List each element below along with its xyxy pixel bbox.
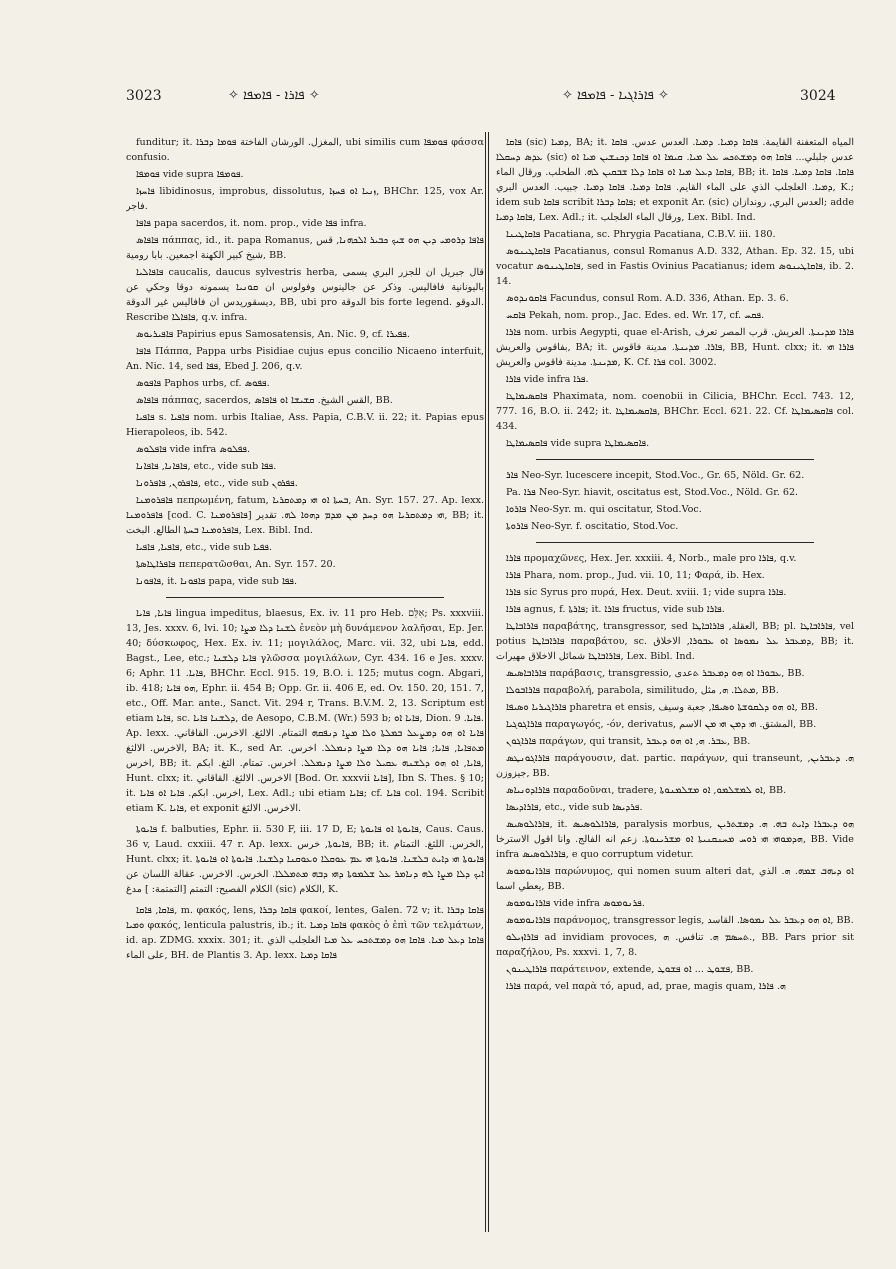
entry: ܦܐܦܐܣ πάππας, sacerdos, القس الشيخ. ܩܫܝܫܐ ܐܘ ܦܐܦܐܣ, BB. [136,395,393,406]
entry: ܦܐܪܐܓܝܪܝܐ ܘܣܝܦܐ pharetra et ensis, ܐܘ ܗܘ ܕܠܩܘܫܬܐ ܘܣܝܦܐ, جعبة وسيف, BB. [506,702,818,713]
entry: ܦܐܦܪܘܡܢܐ πεπρωμένη, fatum, ܒܚܬܐ ܐܘ ܗܝ ܕܡܬܩܪܝܐ, An. Syr. 157. 27. Ap. lexx. ܦܐܦܪܘܡܢܐ [cod. C. ܦܐܦܪܘܡܢܐ] ܗܝ ܕܡܬܩܪܝܐ ܗܘ ܕܚܕ ܡܢ ܡܕܡ ܕܗܘܐ ܠܗ. تقدير, BB; it. ܦܐܦܪܘܡܢܐ ܒܚܬܐ الطالع. البخت, Lex. Bibl. Ind. [126,495,484,536]
entry: ܦܐܪܐ προμαχῶνες, Hex. Jer. xxxiii. 4, Norb., male pro ܦܐܪܐ, q.v. [506,553,797,564]
entry: ܦܐܪܐܢܘܡܘܣ παράνομος, transgressor legis, ܐܘ ܗܘ ܕܥܒܪ ܥܠ ܢܡܘܣܐ. القاسد, BB. [506,915,854,926]
section-separator [166,597,444,598]
entry: ܦܐܪܘܐ Neo-Syr. m. qui oscitatur, Stod.Voc. [506,504,702,515]
entry: ܦܘܡܦܐ vide supra ܦܘܡܦܐ. [136,169,244,180]
entry: ܦܐܦܐ papa sacerdos, it. nom. prop., vide ܦܦܐ infra. [136,218,367,229]
entry: ܦܐܩܐܛܝܢܐ Pacatiana, sc. Phrygia Pacatiana, C.B.V. iii. 180. [506,229,776,240]
entry: ܦܐܪܐ Phara, nom. prop., Jud. vii. 10, 11; Φαρά, ib. Hex. [506,570,765,581]
entry: ܦܐܪ Neo-Syr. lucescere incepit, Stod.Voc., Gr. 65, Nöld. Gr. 62. [506,470,805,481]
entry: ܦܐܩܚ Pekah, nom. prop., Jac. Edes. ed. Wr. 17, cf. ܦܩܚ. [506,310,765,321]
entry: ܦܐܦܐܢܐ, ܦܐܦܐܢܐ, etc., vide sub ܦܦܐ. [136,461,277,472]
entry: ܦܐܪܐܓܘܢܛܣ παράγουσιν, dat. partic. παράγων, qui transeunt, ܗ. ܕܥܒܪܝܢ, جيزوزن, BB. [496,753,854,779]
entry: ܦܐܪܐܢܘܡܘܣ παρώνυμος, qui nomen suum alteri dat, ܐܘ ܕܝܗܒ ܫܡܗ. ܗ. الذي يعطي اسما, BB. [496,866,854,892]
entry: ܦܐܦܝܐ, ܦܐܦܝܐ, etc., vide sub ܦܦܝܐ. [136,542,273,553]
entry: ܦܐܦܘܣ Paphos urbs, cf. ܦܦܘܣ. [136,378,270,389]
entry: ܦܐܪܐ sic Syrus pro πυρά, Hex. Deut. xviii. 1; vide supra ܦܐܪܐ. [506,587,787,598]
running-head-right: ✧ ܦܐܪܐܓܝܐ - ܦܐܡܦܐ ✧ [562,88,669,103]
entry: ܦܐܩܐ (sic) ܕܡܝܐ, BA; it. المياه المتعفنة القايمة. ܦܐܩܐ ܕܡܝܐ. ܕܡܝܐ. العدس عدس. ܦܐܩܐ ܥܕܣ ܕܚܩܠܐ (sic) عدس جلبلي... ܦܐܩܐ ܗܘ ܕܡܫܬܟܚ ܥܠ ܡܝܐ. ܩܝܡܐ ܐܘ ܦܐܩܐ ܕܟܢܫܝܢ ܡܝܐ ܐܘ ܦܐܩܐ ܕܥܠ ܡܝܐ ܐܘ ܦܐܩܐ ܕܠܐ ܫܒܩܝܢ ܠܗ. الطحلب. ورقال الماء, BB; it. ܦܐܩܐ. ܦܐܩܐ ܕܡܝܐ. ܦܐܩܐ ܕܡܝܐ. العلجلب الذي على الماء القايم. ܦܐܩܐ ܕܡܝܐ. ܦܐܩܐ ܕܡܝܐ. جبيب. العدس البري, K.; idem sub ܦܐܩܐ scribit ܦܐܩܐ ܕܒܪܐ; et exponit Ar. (sic) العدس البري, روندازان; adde ܦܐܩܐ ܕܡܝܐ, Lex. Adl.; it. ورقال الماء العلجلب, Lex. Bibl. Ind. [496,137,854,223]
entry: ܦܐܚܙܐ libidinosus, improbus, dissolutus, ܙܢܝܐ ܐܘ ܦܚܙܐ, BHChr. 125, vox Ar. فاجر. [126,186,484,212]
column-rule-double [488,132,489,1232]
entry: ܦܐܪܐܕܝܣܐ, etc., vide sub ܦܪܕܝܣܐ. [506,802,643,813]
entry: ܦܐܪܐ agnus, f. ܦܐܪܬܐ; it. ܦܐܪܐ fructus, vide sub ܦܐܪܐ. [506,604,725,615]
entry: ܦܐܪܐ nom. urbis Aegypti, quae el-Arish, ܦܐܪܐ ܡܕܝܢܬܐ. العريش. قرب المصر تعرف بفاقوس والعريش, BA; it. ܦܐܪܐ. ܡܕܝܢܬܐ. مدينة فاقوس, BB, Hunt. clxx; it. ܦܐܪܐ ܗܝ ܡܕܝܢܬܐ. مدينة فاقوس والعريش, K. Cf. ܦܪܐ col. 3002. [496,327,854,368]
entry: ܦܐܦܐ Πάππα, Pappa urbs Pisidiae cujus epus concilio Nicaeno interfuit, An. Nic. 14, sed ܦܦܐ, Ebed J. 206, q.v. [126,346,484,372]
entry: ܦܐܩܣܝܡܐܛܐ Phaximata, nom. coenobii in Cilicia, BHChr. Eccl. 743. 12, 777. 16, B.O. ii. 242; it. ܦܐܩܣܝܡܐܛܐ, BHChr. Eccl. 621. 22. Cf. ܦܐܩܣܝܡܐܛܐ col. 434. [496,391,854,432]
section-separator [536,459,814,460]
entry: ܦܐܩܐ, ܦܐܩܐ, m. φακός, lens, ܦܐܩܐ ܕܒܪܐ φακοί, lentes, Galen. 72 v; it. ܦܐܩܐ ܕܒܪܐ ܘܡܝܐ φακός, lenticula palustris, ib.; it. ܦܐܩܐ ܕܡܝܐ φακὸς ὁ ἐπὶ τῶν τελμάτων, id. ap. ZDMG. xxxix. 301; it. ܦܐܩܐ ܕܥܠ ܡܝܐ. ܦܐܩܐ ܗܘ ܕܡܫܬܟܚ ܥܠ ܡܝܐ العلجلب الذي على الماء, BH. de Plantis 3. Ap. lexx. ܦܐܩܐ ܕܡܝܐ [126,905,484,961]
entry: ܦܐܦܝܪܝܘܣ Papirius epus Samosatensis, An. Nic. 9, cf. ܦܦܝܪܐ. [136,329,410,340]
entry: ܦܐܪܐܓܘܢ παράγων, qui transit, ܥܒܪ. ܗ, ܐܘ ܗܘ ܕܥܒܪ, BB. [506,736,751,747]
entry: ܦܐܪܐܢܘܡܘܣ vide infra ܦܪܢܘܡܘܣ. [506,898,645,909]
entry: ܦܐܪܐܙܝܠܘ ad invidiam provoces, ܬܚܣܡ ܗ. تنافس. ܗ., BB. Pars prior sit παραζήλου, Ps. xxxvi. 1, 7, 8. [496,932,854,958]
entry: ܦܐܦܠܘܣ vide infra ܦܦܠܘܣ. [136,444,251,455]
entry: ܦܐܪܐܒܐܣܝܣ παράβασις, transgressio, ܥܒܘܪܐ ܐܘ ܗܘ ܕܡܥܒܪ ܬعدى, BB. [506,668,805,679]
entry: ܦܐܪܐ παρά, vel παρὰ τό, apud, ad, prae, magis quam, ܗ. ܦܐܪܐ [506,981,786,992]
entry: ܦܐܪܐܕܘܢܝܐܣ παραδοῦναι, tradere, ܐܘ ܠܡܫܠܡܘ, ܐܘ ܡܫܠܡܢܘܬܐ, BB. [506,785,787,796]
entry: ܦܐܝܘܬܐ f. balbuties, Ephr. ii. 530 F, iii. 17 D, E; ܦܐܝܘܬܐ ܐܘ ܦܐܝܘܬܐ, Caus. Caus. 36 v, Laud. cxxiii. 47 r. Ap. lexx. ܦܐܝܘܬܐ, خرس, BB; it. الخرس. اللثغ. التمتام, Hunt. clxx; it. ܦܐܝܘܬܐ ܗܝ ܕܐܝܬ ܒܠܫܢܐ. ܦܐܝܘܬܐ ܗܝ ܥܡ ܥܘܩܠܐ ܘܥܘܩܢܐ ܕܠܫܢܐ. ܦܐܝܘܬܐ ܐܘ ܦܐܝܘܬܐ ܐܝܟ ܕܠܐ ܡܨܐ ܠܗ ܕܢܐܡܪ ܥܠ ܫܠܡܘܬܐ ܕܗܝ ܕܒܗ ܡܬܡܠܠܐ. الخرس. الاخرس. عقالة اللسان عن الكلام الفصيح: التمتم [التمتمة: ] مدغ (sic) الكلام, K. [126,824,484,895]
entry: ܦܐܦܐܠܝܐ caucalis, daucus sylvestris herba, قال جبريل ان للجزر البري يسمى باليونانية فافاليس. وذكر عن جالينوس وفولوس ان ܩܘܢܝܐ يسمونه دوقا وحكي عن ديسقوريدس ان فافاليس غير الدوقة, BB, ubi pro الدوقة bis forte legend. الدوقو. Rescribe ܦܐܦܐܠܐ, q.v. infra. [126,267,484,323]
page-number-left: 3023 [126,88,162,104]
entry: ܦܐܦܐܣ πάππας, id., it. papa Romanus, ܦܐܦܐ ܕܪܘܡܝ ܕܝܢ ܗܘ ܫܝܟ ܟܒܝܪ ܐܠܟܗܢܐ, قس شيخ كبير الكهنة اجمعين. بابا رومية, BB. [126,235,484,261]
entry: ܦܐܦܘܢܐ, it. ܦܐܦܘܢܐ papa, vide sub ܦܦܐ. [136,576,298,587]
running-head-left: ✧ ܦܐܪܐ - ܦܐܡܦܐ ✧ [228,88,320,103]
entry: ܦܐܩܘܢܕܘܣ Facundus, consul Rom. A.D. 336, Athan. Ep. 3. 6. [506,293,789,304]
entry: ܦܐܪܐܒܐܛܐ παραβάτης, transgressor, sed العقلة, ܦܐܪܐܒܐܛܐ, BB; pl. ܦܐܪܐܒܐܛܐ, vel potius ܦܐܪܐܒܐܛܐ παραβάτου, sc. ܕܡܥܒܪ ܥܠ ܢܡܘܣܐ ܐܘ ܥܒܘܪܐ, الاخلاق, BB; it. ܦܐܪܐܒܐܛܐ شمائل الاخلاق مهيرات, Lex. Bibl. Ind. [496,621,854,662]
entry: ܦܐܪܐܛܝܢܘܢ παράτεινον, extende, ܦܫܘܛ ... ܐܘ ܦܫܘܛ, BB. [506,964,754,975]
page-number-right: 3024 [800,88,836,104]
entry: ܦܐܩܣܝܡܐܛܐ vide supra ܦܐܩܣܝܡܐܛܐ. [506,438,650,449]
entry: ܦܐܪܐܒܘܠܐ παραβολή, parabola, similitudo, ܡܬܠܐ. ܗ, مثل, BB. [506,685,779,696]
right-column [496,135,854,1230]
entry: ܦܐܪܐܓܘܓܝܐ παραγωγός, -όν, derivatus, المشتق. ܗܝ ܕܡܢ ܗܝ ܡܢ الاسم, BB. [506,719,817,730]
entry: ܦܐܪܐܠܘܣܝܣ, it. ܦܐܪܐܠܘܣܝܣ, paralysis morbus, ܗܘ ܕܥܒܪܐ ܕܐܝܬ ܒܗ. ܗ. ܕܡܫܬܪܝܢ ܗܕܡܘܗܝ ܗܝ ܪܘܚ ܡܚܢܩܢܝܬܐ ܐܘ ܡܫܪܝܢܘܬܐ. زعم انه الفالج. وانا اقول الاسترخا, BB. Vide infra ܦܐܪܐܠܘܣܝܣ, e quo corruptum videtur. [496,819,854,860]
entry: ܦܐܩܐܛܝܢܘܣ Pacatianus, consul Romanus A.D. 332, Athan. Ep. 32. 15, ubi vocatur ܦܐܩܐܛܝܢܘܣ, sed in Fastis Ovinius Pacatianus; idem ܦܐܩܐܛܝܢܘܣ, ib. 2. 14. [496,246,854,287]
entry: ܦܐܝܐ, ܦܐܝܐ lingua impeditus, blaesus, Ex. iv. 11 pro Heb. אִלֵּם; Ps. xxxviii. 13, Jes. xxxv. 6, lvi. 10; ܠܫܢܐ ܕܠܐ ܡܨܐ ἐνεὸν μὴ δυνάμενον λαλῆσαι, Ep. Jer. 40; δύσκωφος, Hex. Ex. iv. 11; μογιλάλος, Marc. vii. 32, ubi ܦܐܝܐ, edd. Bagst., Lee, etc.; ܦܐܝܐ ܕܠܫܢܐ γλῶσσα μογιλάλων, Cyr. 434. 16 e Jes. xxxv. 6; Aphr. ܦܐܝܐ. 11, BHChr. Eccl. 915. 19, B.O. i. 125; mutus cogn. Abgari, ib. 418; ܗܘ ܦܐܝܐ, Ephr. ii. 454 B; Opp. Gr. ii. 406 E, ed. Ov. 150. 20, 151. 7, etc., Off. Mar. ante., Sanct. Vit. 294 r, Trans. B.V.M. 2, 13. Scriptum est etiam ܦܐܝܐ, sc. ܕܠܫܢܐ ܦܐܝܐ, de Aesopo, C.B.M. (Wr.) 593 b; ܦܐܝܐ ܐܘ, Dion. ܦܐܝܐ. 9. Ap. lexx. ܦܐܝܐ ܐܘ ܗܘ ܕܡܨܥܠ ܒܡܠܬܐ ܘܠܐ ܡܨܐ ܕܢܦܩܗ التمتام. الالثغ. الاخرس. القاقاني. الاخرس. الالثغ, BA; it. K., sed Ar. ܡܬܦܐܝܐ, ܦܐܝܐ; ܦܐܝܐ ܗܘ ܕܠܐ ܡܨܐ ܕܢܡܠܠ. اخرس. اخرس, BB; it. ܦܐܝܐ, ܐܘ ܗܘ ܕܠܫܢܗ ܥܩܝܠ ܘܠܐ ܡܨܐ ܕܢܡܠܠ. اخرس. تمتام. الثغ. ابكم, Hunt. clxx; it. الاخرس. الالثغ. القاقاني [Bod. Or. xxxvii ܦܐܝܐ], Ibn S. Thes. § 10; it. اخرس. ابكم. ܦܐܝܐ ܐܘ ܦܐܝܐ, Lex. Adl.; ubi etiam ܦܐܝܐ; cf. ܦܐܝܐ col. 194. Scribit etiam K. ܦܐܝܐ, et exponit الاخرس. الالثغ. [126,608,484,814]
entry: ܦܐܪܘܬܐ Neo-Syr. f. oscitatio, Stod.Voc. [506,521,679,532]
section-separator [536,542,814,543]
entry: Pa. ܦܪܐ Neo-Syr. hiavit, oscitatus est, Stod.Voc., Nöld. Gr. 62. [506,487,799,498]
entry: ܦܐܦܪܘܢ, ܦܐܦܪܘܢܐ, etc., vide sub ܦܦܪܘܢ. [136,478,298,489]
entry: ܦܐܪܐ vide infra ܦܪܐ. [506,374,589,385]
column-rule [485,132,486,1232]
entry: ܦܐܦܪܐܛܐܣܬܐ πεπερατῶσθαι, An. Syr. 157. 20. [136,559,336,570]
entry: ܦܐܦܝܐ s. ܦܐܦܝܐ nom. urbis Italiae, Ass. Papia, C.B.V. ii. 22; it. Papias epus Hierapoleos, ib. 542. [126,412,484,438]
entry: funditur; it. المغزل. الورشان الفاختة ܦܘܡܐ ܕܒܪܐ, ubi similis cum ܦܘܡܦܐ φάσσα confusio. [126,137,484,163]
running-header [0,88,896,110]
left-column [126,135,484,1230]
